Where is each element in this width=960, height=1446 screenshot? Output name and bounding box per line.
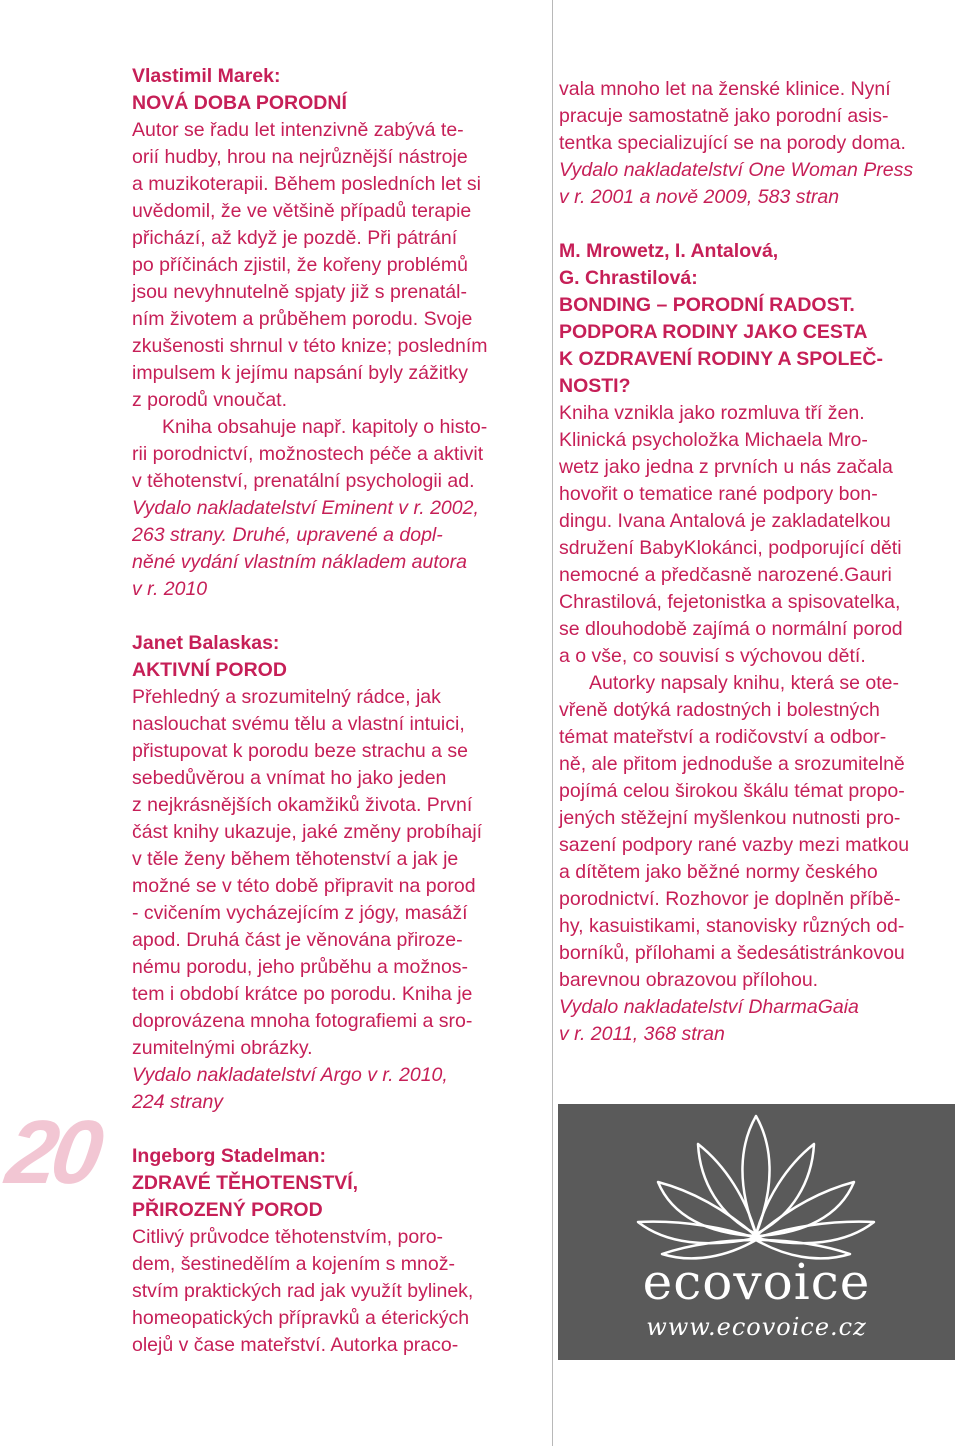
publisher-line: v r. 2001 a nově 2009, 583 stran [559, 186, 840, 208]
text-line: přistupovat k porodu beze strachu a se [132, 740, 469, 762]
text-line: Chrastilová, fejetonistka a spisovatelka, [559, 591, 901, 613]
publisher-line: v r. 2010 [132, 578, 208, 600]
text-line: z porodů vnoučat. [132, 389, 288, 411]
text-line: sdružení BabyKlokánci, podporující děti [559, 537, 902, 559]
text-line: ně, ale přitom jednoduše a srozumitelně [559, 753, 905, 775]
book-author: Ingeborg Stadelman: [132, 1145, 326, 1167]
text-line: porodnictví. Rozhovor je doplněn příbě- [559, 888, 901, 910]
text-line: nému porodu, jeho průběhu a možnos- [132, 956, 469, 978]
text-line: témat mateřství a rodičovství a odbor- [559, 726, 887, 748]
text-line: jených stěžejní myšlenkou nutnosti pro- [559, 807, 901, 829]
text-line: a o vše, co souvisí s výchovou dětí. [559, 645, 866, 667]
text-line: zkušenosti shrnul v této knize; posledním [132, 335, 488, 357]
text-line: ním životem a průběhem porodu. Svoje [132, 308, 473, 330]
publisher-line: Vydalo nakladatelství DharmaGaia [559, 996, 859, 1018]
text-line: v těle ženy během těhotenství a jak je [132, 848, 459, 870]
text-line: a muzikoterapii. Během posledních let si [132, 173, 482, 195]
text-line: apod. Druhá část je věnována přiroze- [132, 929, 463, 951]
page-number: 20 [0, 1103, 104, 1203]
text-line: homeopatických přípravků a éterických [132, 1307, 470, 1329]
text-line: uvědomil, že ve většině případů terapie [132, 200, 472, 222]
text-line: barevnou obrazovou přílohou. [559, 969, 819, 991]
publisher-line: Vydalo nakladatelství Eminent v r. 2002, [132, 497, 479, 519]
book-author: M. Mrowetz, I. Antalová, [559, 240, 779, 262]
text-line: sebedůvěrou a vnímat ho jako jeden [132, 767, 447, 789]
text-line: stvím praktických rad jak využít bylinek, [132, 1280, 474, 1302]
text-line: naslouchat svému tělu a vlastní intuici, [132, 713, 465, 735]
publisher-line: 263 strany. Druhé, upravené a dopl- [132, 524, 443, 546]
text-line: sazení podpory rané vazby mezi matkou [559, 834, 910, 856]
text-line: Kniha obsahuje např. kapitoly o histo- [162, 416, 488, 438]
book-title: K OZDRAVENÍ RODINY A SPOLEČ- [559, 348, 883, 370]
text-line: borníků, přílohami a šedesátistránkovou [559, 942, 905, 964]
text-line: Klinická psycholožka Michaela Mro- [559, 429, 868, 451]
text-line: wetz jako jedna z prvních u nás začala [559, 456, 893, 478]
text-line: Přehledný a srozumitelný rádce, jak [132, 686, 441, 708]
book-author: Janet Balaskas: [132, 632, 280, 654]
text-line: dem, šestinedělím a kojením s množ- [132, 1253, 455, 1275]
text-line: a dítětem jako běžné normy českého [559, 861, 878, 883]
book-author: G. Chrastilová: [559, 267, 698, 289]
text-line: doprovázena mnoha fotografiemi a sro- [132, 1010, 473, 1032]
text-line: zumitelnými obrázky. [132, 1037, 313, 1059]
text-line: vala mnoho let na ženské klinice. Nyní [559, 78, 891, 100]
book-title: PŘIROZENÝ POROD [132, 1199, 323, 1221]
book-title: BONDING – PORODNÍ RADOST. [559, 294, 855, 316]
text-line: Autor se řadu let intenzivně zabývá te- [132, 119, 464, 141]
publisher-line: 224 strany [132, 1091, 224, 1113]
right-column [559, 76, 955, 1048]
publisher-line: Vydalo nakladatelství Argo v r. 2010, [132, 1064, 448, 1086]
text-line: nemocné a předčasně narozené.Gauri [559, 564, 892, 586]
ecovoice-logo [558, 1104, 955, 1360]
text-line: Autorky napsaly knihu, která se ote- [589, 672, 899, 694]
left-column [132, 63, 532, 1359]
book-review-stadelman-continued [559, 76, 955, 211]
text-line: Kniha vznikla jako rozmluva tří žen. [559, 402, 865, 424]
text-line: rii porodnictví, možnostech péče a aktivit [132, 443, 484, 465]
text-line: možné se v této době připravit na porod [132, 875, 476, 897]
book-review-marek [132, 63, 532, 603]
text-line: Citlivý průvodce těhotenstvím, poro- [132, 1226, 444, 1248]
publisher-line: něné vydání vlastním nákladem autora [132, 551, 467, 573]
text-line: pracuje samostatně jako porodní asis- [559, 105, 889, 127]
column-divider [552, 0, 553, 1446]
text-line: po příčinách zjistil, že kořeny problémů [132, 254, 468, 276]
text-line: z nejkrásnějších okamžiků života. První [132, 794, 473, 816]
text-line: pojímá celou širokou škálu témat propo- [559, 780, 905, 802]
text-line: impulsem k jejímu napsání byly zážitky [132, 362, 468, 384]
logo-url: www.ecovoice.cz [646, 1313, 867, 1341]
text-line: se dlouhodobě zajímá o normální porod [559, 618, 903, 640]
logo-name: ecovoice [642, 1253, 871, 1311]
text-line: vřeně dotýká radostných i bolestných [559, 699, 880, 721]
book-title: ZDRAVÉ TĚHOTENSTVÍ, [132, 1172, 359, 1194]
text-line: přichází, až když je pozdě. Při pátrání [132, 227, 458, 249]
text-line: část knihy ukazuje, jaké změny probíhají [132, 821, 483, 843]
book-author: Vlastimil Marek: [132, 65, 281, 87]
publisher-line: Vydalo nakladatelství One Woman Press [559, 159, 914, 181]
book-title: NOSTI? [559, 375, 631, 397]
book-title: NOVÁ DOBA PORODNÍ [132, 92, 347, 114]
text-line: dingu. Ivana Antalová je zakladatelkou [559, 510, 891, 532]
text-line: v těhotenství, prenatální psychologii ad. [132, 470, 475, 492]
text-line: hovořit o tematice rané podpory bon- [559, 483, 878, 505]
text-line: tem i období krátce po porodu. Kniha je [132, 983, 473, 1005]
text-line: orií hudby, hrou na nejrůznější nástroje [132, 146, 468, 168]
text-line: hy, kasuistikami, stanovisky různých od- [559, 915, 905, 937]
text-line: tentka specializující se na porody doma. [559, 132, 906, 154]
book-title: PODPORA RODINY JAKO CESTA [559, 321, 868, 343]
text-line: olejů v čase mateřství. Autorka praco- [132, 1334, 459, 1356]
text-line: jsou nevyhnutelně spjaty již s prenatál- [132, 281, 467, 303]
book-review-bonding [559, 238, 955, 1048]
book-review-stadelman [132, 1143, 532, 1359]
text-line: - cvičením vycházejícím z jógy, masáží [132, 902, 468, 924]
book-review-balaskas [132, 630, 532, 1116]
publisher-line: v r. 2011, 368 stran [559, 1023, 725, 1045]
book-title: AKTIVNÍ POROD [132, 659, 287, 681]
